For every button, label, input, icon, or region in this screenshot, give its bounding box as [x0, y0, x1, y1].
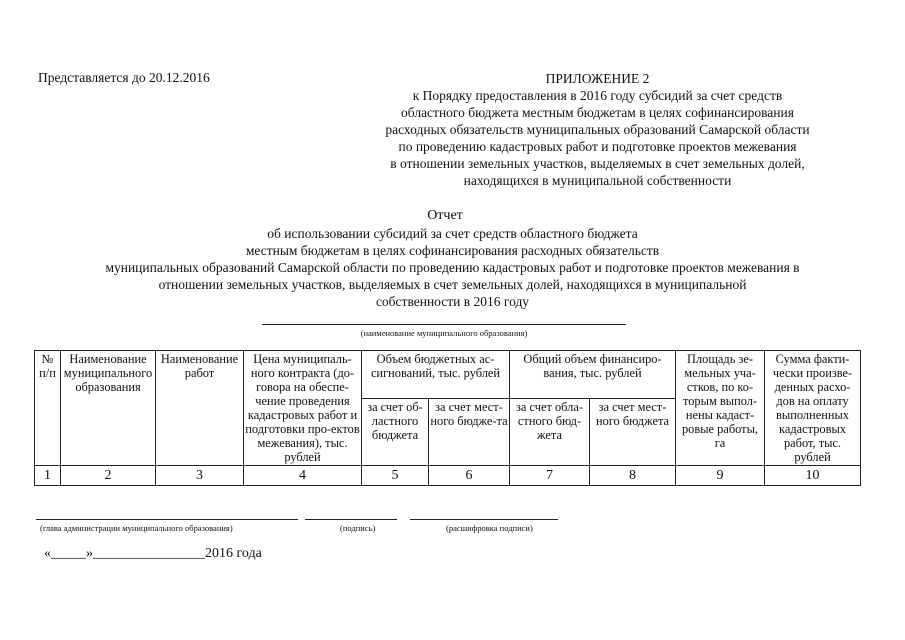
column-number: 1 — [35, 466, 61, 486]
header-budget-group: Объем бюджетных ас-сигнований, тыс. рублей — [362, 351, 510, 399]
report-line: об использовании субсидий за счет средств областного бюджета — [267, 226, 638, 241]
header-budget-regional: за счет об-ластного бюджета — [362, 398, 429, 465]
header-finance-group: Общий объем финансиро-вания, тыс. рублей — [510, 351, 676, 399]
header-budget-local: за счет мест-ного бюдже-та — [429, 398, 510, 465]
header-work-name: Наименование работ — [156, 351, 244, 466]
municipality-name-line — [262, 324, 626, 325]
header-num: № п/п — [35, 351, 61, 466]
municipality-caption: (наименование муниципального образования) — [360, 328, 528, 338]
table-column-numbers-row — [35, 466, 861, 486]
header-land-area: Площадь зе-мельных уча-стков, по ко-торым выпол-нены кадаст-ровые работы, га — [676, 351, 765, 466]
report-line: местным бюджетам в целях софинансирования расходных обязательств — [245, 243, 660, 258]
column-number: 9 — [676, 466, 765, 486]
appendix-block — [330, 70, 865, 189]
header-municipality: Наименование муниципального образования — [61, 351, 156, 466]
column-number: 6 — [429, 466, 510, 486]
appendix-line: находящихся в муниципальной собственности — [463, 173, 732, 188]
head-signature-line — [36, 519, 298, 520]
header-contract-price: Цена муниципаль-ного контракта (до-говора на обеспе-чение проведения кадастровых работ и подготовки про-ектов межевания), тыс. рублей — [245, 352, 360, 464]
report-table — [34, 350, 861, 486]
report-line: отношении земельных участков, выделяемых в счет земельных долей, находящихся в муниципальной — [158, 277, 747, 292]
column-number: 5 — [362, 466, 429, 486]
date-line: «_____»________________2016 года — [44, 546, 262, 561]
column-number: 7 — [510, 466, 590, 486]
header-finance-regional: за счет обла-стного бюд-жета — [510, 398, 590, 465]
signature-decode-line — [410, 519, 558, 520]
signature-decode-caption: (расшифровка подписи) — [446, 523, 533, 533]
signature-line — [305, 519, 397, 520]
column-number: 10 — [765, 466, 861, 486]
report-line: муниципальных образований Самарской области по проведению кадастровых работ и подготовке проектов межевания в — [105, 260, 800, 275]
submit-deadline: Представляется до 20.12.2016 — [38, 70, 210, 85]
column-number: 3 — [156, 466, 244, 486]
appendix-line: по проведению кадастровых работ и подготовке проектов межевания — [398, 139, 797, 154]
column-number: 8 — [590, 466, 676, 486]
table-header-row — [35, 351, 861, 399]
report-line: собственности в 2016 году — [375, 294, 530, 309]
appendix-line: расходных обязательств муниципальных образований Самарской области — [385, 122, 810, 137]
appendix-line: к Порядку предоставления в 2016 году субсидий за счет средств — [412, 88, 783, 103]
column-number: 4 — [244, 466, 362, 486]
header-finance-local: за счет мест-ного бюджета — [590, 398, 676, 465]
header-actual-expense: Сумма факти-чески произве-денных расхо-дов на оплату выполненных кадастровых работ, тыс. рублей — [765, 351, 861, 466]
appendix-title: ПРИЛОЖЕНИЕ 2 — [545, 71, 650, 86]
report-subtitle — [20, 225, 885, 310]
column-number: 2 — [61, 466, 156, 486]
appendix-line: в отношении земельных участков, выделяемых в счет земельных долей, — [390, 156, 805, 171]
head-caption: (глава администрации муниципального образования) — [40, 523, 233, 533]
report-title: Отчет — [427, 208, 463, 223]
signature-caption: (подпись) — [340, 523, 376, 533]
appendix-line: областного бюджета местным бюджетам в целях софинансирования — [401, 105, 794, 120]
